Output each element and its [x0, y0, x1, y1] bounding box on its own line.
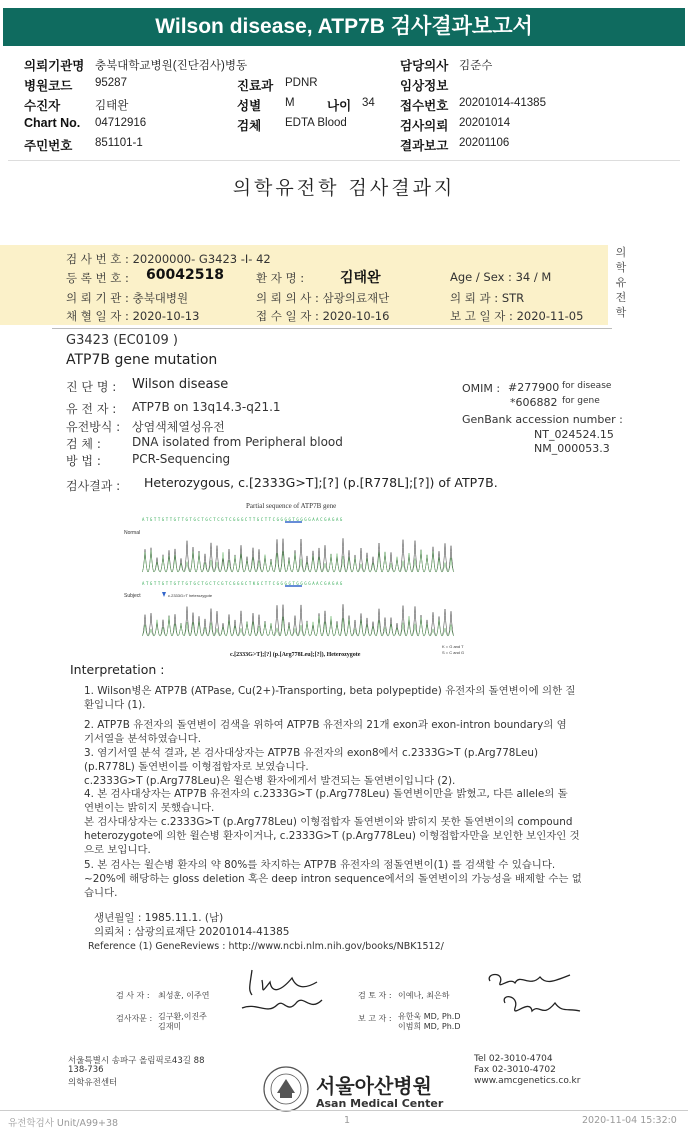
omim-label: OMIM : [462, 382, 501, 395]
institution-label: 의뢰기관명 [24, 59, 85, 73]
scanned-report [0, 165, 688, 1138]
reported-label: 결과보고 [400, 139, 449, 153]
report-banner-title: Wilson disease, ATP7B 검사결과보고서 [3, 8, 685, 46]
interpretation-4: 4. 본 검사대상자는 ATP7B 유전자의 c.2333G>T (p.Arg778Leu) 돌연변이만을 밝혔고, 다른 allele의 돌 연변이는 밝히지 못했습니다. 본 검사대상자는 c.2333G>T (p.Arg778Leu) 이형접합자 돌연변이와 밝히지 못한 돌연변이의 compound heterozygote에 의한 윌슨병 환자이거나, c.2333G>T (p.Arg778Leu) 이형접합자만을 보인한 보인자인 것 으로 보입니다. [84, 788, 580, 856]
rrn-value: 851101-1 [95, 137, 143, 149]
clinical-label: 임상정보 [400, 79, 449, 93]
interpretation-5: 5. 본 검사는 윌슨병 환자의 약 80%를 차지하는 ATP7B 유전자의 점돌연변이(1) 를 검색할 수 있습니다. ~20%에 해당하는 gloss deletion 혹은 deep intron sequence에서의 돌연변이의 가능성을 배제할 수는 없 습니다. [84, 859, 582, 899]
address-line-2: 138-736 [68, 1065, 104, 1075]
tester-label: 검 사 자 : [116, 991, 150, 1000]
patient-name-label: 환 자 명 : [256, 271, 305, 285]
recipient-label: 수진자 [24, 99, 61, 113]
rrn-label: 주민번호 [24, 139, 73, 153]
reporter-label: 보 고 자 : [358, 1014, 392, 1023]
accession-value: 20201014-41385 [459, 97, 546, 109]
sex-value: M [285, 97, 295, 109]
chromatogram-caption: c.[2333G>T];[?] (p.[Arg778Leu];[?]), Heterozygote [230, 652, 361, 658]
band-divider [52, 328, 612, 329]
advisor-name-2: 김재미 [158, 1022, 182, 1031]
age-sex: Age / Sex : 34 / M [450, 270, 552, 284]
test-name: ATP7B gene mutation [66, 352, 218, 368]
test-code: G3423 (EC0109 ) [66, 333, 178, 348]
section-divider [8, 160, 680, 161]
interpretation-1: 1. Wilson병은 ATP7B (ATPase, Cu(2+)-Transporting, beta polypeptide) 유전자의 돌연변이에 의한 질 환입니다 (1). [84, 685, 576, 711]
chart-value: 04712916 [95, 117, 147, 129]
method-value: PCR-Sequencing [132, 452, 231, 466]
specimen-value-report: DNA isolated from Peripheral blood [132, 435, 343, 449]
footer-unit: 유전학검사 Unit/A99+38 [8, 1118, 119, 1129]
chromatogram-title: Partial sequence of ATP7B gene [246, 502, 337, 510]
report-banner [0, 0, 688, 50]
diagnosis-label: 진 단 명 : [66, 380, 117, 394]
reference: Reference (1) GeneReviews : http://www.ncbi.nlm.nih.gov/books/NBK1512/ [88, 941, 444, 952]
chromatogram-key-s: S = C and G [442, 650, 465, 655]
normal-base-calls: ATGTTGTTGTTGTGCTGCTCGTCGGGCTTGCTTCGGGGTGGGGAACGAGAG [142, 517, 344, 522]
specimen-label-report: 검 체 : [66, 437, 101, 451]
subject-trace-secondary [142, 616, 454, 636]
test-number: 검 사 번 호 : 20200000- G3423 -I- 42 [66, 252, 271, 266]
institution-value: 충북대학교병원(진단검사)병동 [95, 60, 248, 72]
footer-divider [0, 1110, 688, 1111]
genbank-nm: NM_000053.3 [534, 442, 610, 455]
doctor-label: 담당의사 [400, 59, 449, 73]
receive-date: 접 수 일 자 : 2020-10-16 [256, 309, 390, 323]
doctor-value: 김준수 [459, 60, 493, 72]
omim-disease: #277900 [508, 381, 560, 394]
report-date: 보 고 일 자 : 2020-11-05 [450, 309, 584, 323]
specimen-label: 검체 [237, 119, 262, 133]
mutation-arrow-icon [162, 592, 166, 597]
fax: Fax 02-3010-4702 [474, 1065, 556, 1075]
method-label: 방 법 : [66, 454, 101, 468]
chart-label: Chart No. [24, 116, 81, 130]
interpretation-2: 2. ATP7B 유전자의 돌연변이 검색을 위하여 ATP7B 유전자의 21개 exon과 exon-intron boundary의 염 기서열을 분석하였습니다. [84, 719, 567, 745]
interpretation-3: 3. 염기서열 분석 결과, 본 검사대상자는 ATP7B 유전자의 exon8에서 c.2333G>T (p.Arg778Leu) (p.R778L) 돌연변이를 이형접합자로 보였습니다. c.2333G>T (p.Arg778Leu)은 윌슨병 환자에게서 발견되는 돌연변이입니다 (2). [84, 747, 539, 787]
hospital-code-value: 95287 [95, 77, 127, 89]
diagnosis-value: Wilson disease [132, 377, 229, 392]
reviewer-signature [470, 963, 590, 1033]
reviewer-label: 검 토 자 : [358, 991, 392, 1000]
address-line-1: 서울특별시 송파구 올림픽로43길 88 [68, 1056, 205, 1066]
advisor-name-1: 김구환,이진주 [158, 1012, 207, 1021]
hospital-code-label: 병원코드 [24, 79, 73, 93]
sex-label: 성별 [237, 99, 262, 113]
request-info [0, 52, 688, 152]
normal-trace-secondary [142, 550, 454, 572]
inheritance-value: 상염색체열성유전 [132, 420, 225, 434]
reported-value: 20201106 [459, 137, 510, 149]
requested-value: 20201014 [459, 117, 511, 129]
request-dept: 의 뢰 과 : STR [450, 291, 525, 305]
result-label: 검사결과 : [66, 479, 121, 493]
gene-value: ATP7B on 13q14.3-q21.1 [132, 400, 281, 414]
age-label: 나이 [327, 99, 352, 113]
subject-base-calls: ATGTTGTTGTTGTGCTGCTCGTCGGGCTKGCTTCGGGGTGGGGAACGAGAG [142, 581, 344, 586]
hospital-name-english: Asan Medical Center [316, 1097, 444, 1110]
age-value: 34 [362, 97, 375, 109]
requested-label: 검사의뢰 [400, 119, 449, 133]
result-value: Heterozygous, c.[2333G>T];[?] (p.[R778L];[?]) of ATP7B. [144, 475, 498, 490]
mutation-marker: c.2333G>T heterozygote [168, 593, 213, 598]
gene-label: 유 전 자 : [66, 402, 117, 416]
normal-trace [142, 538, 454, 572]
collection-date: 채 혈 일 자 : 2020-10-13 [66, 309, 200, 323]
omim-disease-note: for disease [562, 381, 612, 391]
reporter-name-1: 유한욱 MD, Ph.D [398, 1012, 461, 1021]
genbank-nt: NT_024524.15 [534, 428, 614, 441]
interpretation-heading: Interpretation : [70, 662, 165, 677]
omim-gene-note: for gene [562, 396, 600, 406]
footer-page: 1 [344, 1115, 351, 1126]
tester-names: 최성훈, 이주연 [158, 991, 210, 1000]
advisor-label: 검사자문 : [116, 1014, 153, 1023]
requesting-lab: 의뢰처 : 삼광의료재단 20201014-41385 [94, 926, 290, 938]
request-institution: 의 뢰 기 관 : 충북대병원 [66, 291, 189, 305]
chromatogram-key-k: K = G and T [442, 644, 464, 649]
dept-label: 진료과 [237, 79, 274, 93]
specimen-value: EDTA Blood [285, 117, 347, 129]
registration-label: 등 록 번 호 : [66, 271, 129, 285]
footer-timestamp: 2020-11-04 15:32:0 [582, 1115, 677, 1126]
dept-value: PDNR [285, 77, 318, 89]
subject-trace-label: Subject [124, 593, 141, 599]
date-of-birth: 생년월일 : 1985.11.1. (남) [94, 912, 224, 924]
website: www.amcgenetics.co.kr [474, 1076, 581, 1086]
omim-gene: *606882 [510, 396, 558, 409]
request-doctor: 의 뢰 의 사 : 삼광의료재단 [256, 291, 390, 305]
recipient-value: 김태완 [95, 100, 129, 112]
patient-name: 김태완 [340, 270, 381, 286]
subject-trace [142, 604, 454, 636]
tester-signature [222, 960, 342, 1030]
reporter-name-2: 이범희 MD, Ph.D [398, 1022, 461, 1031]
address-line-3: 의학유전센터 [68, 1078, 118, 1088]
telephone: Tel 02-3010-4704 [474, 1054, 553, 1064]
normal-trace-label: Normal [124, 530, 141, 536]
hospital-name-korean: 서울아산병원 [316, 1074, 432, 1098]
reviewer-names: 이예나, 최은하 [398, 991, 450, 1000]
report-title: 의학유전학 검사결과지 [232, 177, 456, 199]
asan-foundation-seal-icon [262, 1065, 310, 1113]
inheritance-label: 유전방식 : [66, 420, 121, 434]
genbank-label: GenBank accession number : [462, 413, 623, 426]
accession-label: 접수번호 [400, 99, 449, 113]
department-side-label: 의학유전학 [615, 246, 627, 319]
sequence-chromatogram [120, 500, 480, 662]
registration-number: 60042518 [146, 267, 224, 283]
